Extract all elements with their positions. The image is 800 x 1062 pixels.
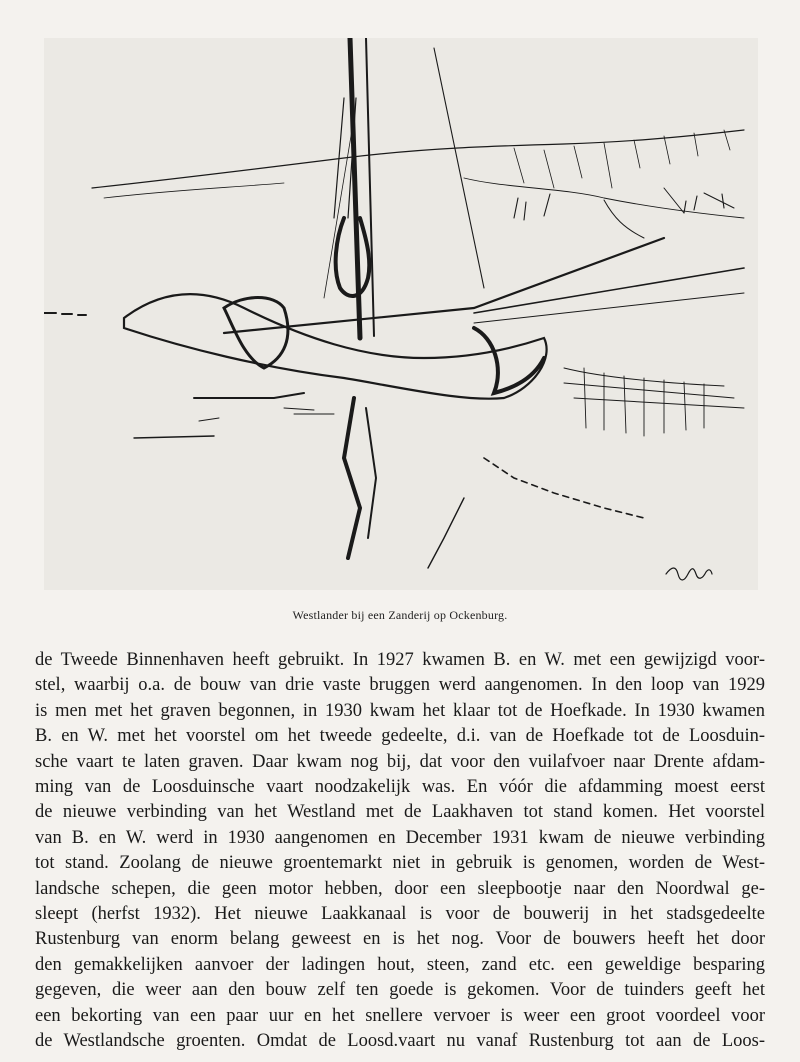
text-line: is men met het graven begonnen, in 1930 kwam het klaar tot de Hoefkade. In 1930 kwamen [35, 700, 765, 721]
text-line: sleept (herfst 1932). Het nieuwe Laakkanaal is voor de bouwerij in het stadsgedeelte [35, 904, 765, 925]
body-paragraph [35, 648, 765, 1055]
figure-caption: Westlander bij een Zanderij op Ockenburg. [292, 608, 508, 622]
text-line: landsche schepen, die geen motor hebben, door een sleepbootje naar den Noordwal ge- [35, 878, 765, 899]
text-line: de nieuwe verbinding van het Westland met de Laakhaven tot stand komen. Het voorstel [35, 802, 765, 823]
text-line: Rustenburg van enorm belang geweest en is het nog. Voor de bouwers heeft het door [35, 929, 765, 950]
text-line: een bekorting van een paar uur en het snellere vervoer is weer een groot voordeel voor [35, 1005, 765, 1026]
text-line: tot stand. Zoolang de nieuwe groentemarkt niet in gebruik is genomen, worden de West- [35, 853, 765, 874]
text-line: de Tweede Binnenhaven heeft gebruikt. In 1927 kwamen B. en W. met een gewijzigd voor- [35, 650, 765, 670]
illustration-boat-drawing [44, 38, 758, 590]
text-line: stel, waarbij o.a. de bouw van drie vaste bruggen werd aangenomen. In den loop van 1929 [35, 675, 765, 696]
text-line: B. en W. met het voorstel om het tweede gedeelte, d.i. van de Hoefkade tot de Loosduin- [35, 726, 765, 747]
text-line: van B. en W. werd in 1930 aangenomen en December 1931 kwam de nieuwe verbinding [35, 827, 765, 848]
text-line: sche vaart te laten graven. Daar kwam nog bij, dat voor den vuilafvoer naar Drente afdam- [35, 751, 765, 772]
text-line: de Westlandsche groenten. Omdat de Loosd.vaart nu vanaf Rustenburg tot aan de Loos- [35, 1031, 765, 1052]
text-line: ming van de Loosduinsche vaart noodzakelijk was. En vóór die afdamming moest eerst [35, 777, 765, 798]
text-line: gegeven, die weer aan den bouw zelf ten goede is gekomen. Voor de tuinders geeft het [35, 980, 765, 1001]
text-line: den gemakkelijken aanvoer der ladingen hout, steen, zand etc. een geweldige besparing [35, 954, 765, 975]
pen-drawing [44, 38, 758, 590]
